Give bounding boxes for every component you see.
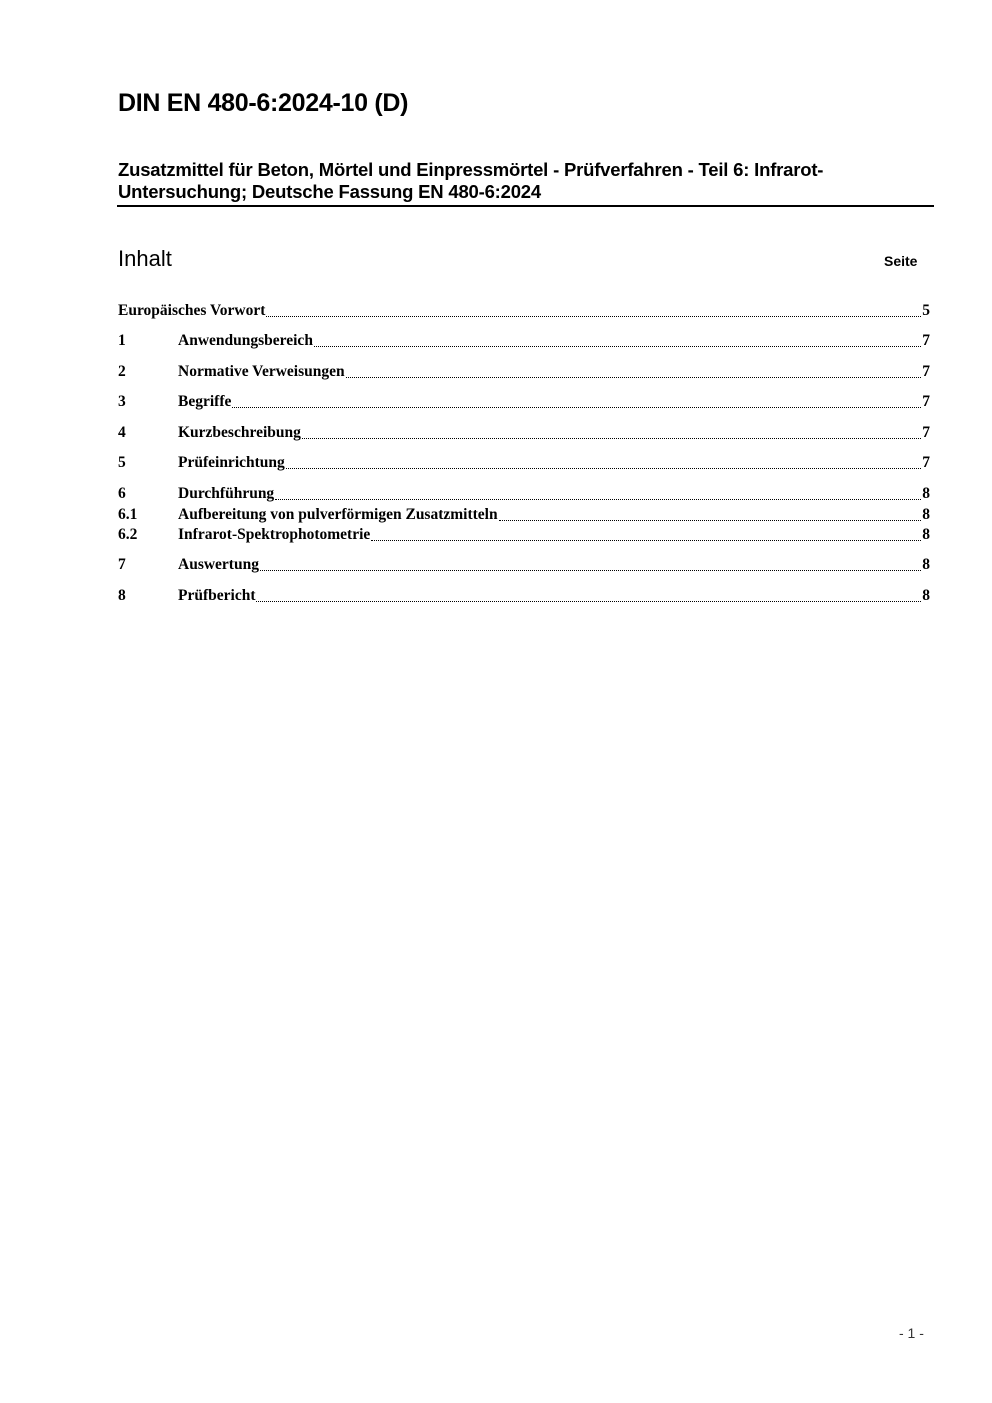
toc-entry[interactable] <box>118 485 930 505</box>
toc-entry-label: Infrarot-Spektrophotometrie <box>178 526 371 543</box>
document-title: DIN EN 480-6:2024-10 (D) <box>118 89 409 117</box>
toc-leader-dots <box>371 528 921 541</box>
toc-entry-number: 6.2 <box>118 526 138 543</box>
toc-entry-number: 4 <box>118 424 126 441</box>
toc-entry-page: 8 <box>922 526 930 543</box>
toc-entry[interactable] <box>118 393 930 413</box>
toc-entry-page: 7 <box>922 332 930 349</box>
toc-entry-page: 8 <box>922 587 930 604</box>
toc-page-label: Seite <box>884 253 918 269</box>
document-subtitle: Zusatzmittel für Beton, Mörtel und Einpressmörtel - Prüfverfahren - Teil 6: Infrarot-Untersuchung; Deutsche Fassung EN 480-6:2024 <box>118 159 824 202</box>
toc-entry[interactable] <box>118 363 930 383</box>
toc-entry-number: 6 <box>118 485 126 502</box>
toc-leader-dots <box>314 334 921 347</box>
toc-entry[interactable] <box>118 454 930 474</box>
toc-entry-label: Anwendungsbereich <box>178 332 313 349</box>
toc-entry-label: Auswertung <box>178 556 259 573</box>
toc-entry-label: Kurzbeschreibung <box>178 424 301 441</box>
toc-leader-dots <box>256 589 921 602</box>
page-number: - 1 - <box>899 1325 924 1341</box>
toc-leader-dots <box>275 487 921 500</box>
toc-entry-label: Prüfbericht <box>178 587 256 604</box>
toc-entry-label: Durchführung <box>178 485 275 502</box>
toc-entry-number: 7 <box>118 556 126 573</box>
toc-entry-page: 7 <box>922 393 930 410</box>
toc-entry-page: 8 <box>922 556 930 573</box>
toc-entry[interactable] <box>118 302 930 322</box>
toc-entry-page: 8 <box>922 485 930 502</box>
toc-entry-number: 5 <box>118 454 126 471</box>
toc-entry-number: 2 <box>118 363 126 380</box>
toc-entry-page: 8 <box>922 506 930 523</box>
toc-leader-dots <box>266 304 921 317</box>
toc-leader-dots <box>286 456 921 469</box>
toc-entry[interactable] <box>118 556 930 576</box>
toc-leader-dots <box>232 395 921 408</box>
title-divider <box>117 205 934 207</box>
toc-entry-label: Normative Verweisungen <box>178 363 345 380</box>
toc-entry[interactable] <box>118 424 930 444</box>
toc-entry-label: Begriffe <box>178 393 232 410</box>
toc-entry-page: 7 <box>922 454 930 471</box>
toc-entry-page: 7 <box>922 363 930 380</box>
toc-entry-label: Europäisches Vorwort <box>118 302 266 319</box>
toc-entry[interactable] <box>118 506 930 526</box>
toc-entry-number: 6.1 <box>118 506 138 523</box>
toc-entry-page: 7 <box>922 424 930 441</box>
toc-entry-label: Aufbereitung von pulverförmigen Zusatzmitteln <box>178 506 498 523</box>
toc-leader-dots <box>346 365 922 378</box>
toc-entry[interactable] <box>118 526 930 546</box>
toc-entry-number: 3 <box>118 393 126 410</box>
toc-entry-page: 5 <box>922 302 930 319</box>
toc-leader-dots <box>499 508 922 521</box>
toc-entry[interactable] <box>118 587 930 607</box>
toc-leader-dots <box>302 426 921 439</box>
toc-entry-label: Prüfeinrichtung <box>178 454 285 471</box>
toc-entry-number: 8 <box>118 587 126 604</box>
toc-heading: Inhalt <box>118 246 172 271</box>
toc-leader-dots <box>260 558 921 571</box>
toc-entry-number: 1 <box>118 332 126 349</box>
toc-entry[interactable] <box>118 332 930 352</box>
